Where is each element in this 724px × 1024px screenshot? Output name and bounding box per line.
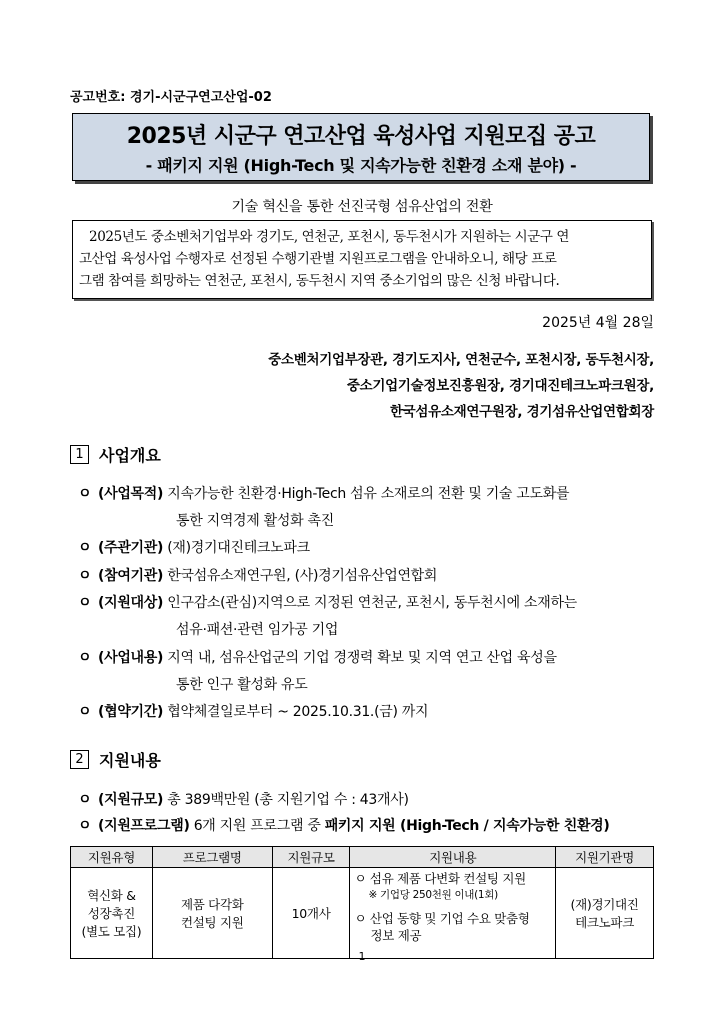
item-text-bold: 패키지 지원 (High-Tech / 지속가능한 친환경) [324, 818, 610, 834]
item-continuation: 섬유·패션·관련 임가공 기업 [176, 622, 339, 638]
item-label: (주관기관) [98, 540, 164, 556]
item-text: 협약체결일로부터 ~ 2025.10.31.(금) 까지 [167, 704, 429, 720]
cell-line: 컨설팅 지원 [180, 915, 244, 930]
cell-line: 정보 제공 [370, 928, 422, 943]
section-title: 사업개요 [99, 446, 161, 465]
organizer-line: 중소벤처기업부장관, 경기도지사, 연천군수, 포천시장, 동두천시장, [268, 352, 654, 368]
tagline: 기술 혁신을 통한 선진국형 섬유산업의 전환 [231, 199, 493, 215]
cell-note: ※ 기업당 250천원 이내(1회) [368, 889, 498, 901]
agency-cell [556, 868, 654, 959]
announcement-date: 2025년 4월 28일 [542, 315, 654, 331]
item-text: 6개 지원 프로그램 중 [193, 818, 325, 834]
item-continuation: 통한 지역경제 활성화 촉진 [176, 513, 334, 529]
item-label: (사업내용) [98, 650, 164, 666]
item-label: (사업목적) [98, 486, 164, 502]
list-item [78, 482, 658, 506]
section-heading [70, 748, 161, 771]
section-number: 1 [70, 445, 89, 464]
bullet-icon: ㅇ [78, 568, 92, 584]
item-label: (지원프로그램) [98, 818, 190, 834]
item-label: (지원대상) [98, 595, 164, 611]
list-item [78, 646, 658, 670]
section-heading [70, 443, 161, 466]
support-content-cell [350, 868, 556, 959]
item-text: (재)경기대진테크노파크 [167, 540, 310, 556]
list-item [78, 814, 658, 838]
section-number: 2 [70, 750, 89, 769]
list-item [78, 536, 658, 560]
item-text: 인구감소(관심)지역으로 지정된 연천군, 포천시, 동두천시에 소재하는 [167, 595, 577, 611]
cell-line: (재)경기대진 [570, 897, 639, 912]
item-label: (참여기관) [98, 568, 164, 584]
scale-cell: 10개사 [272, 868, 350, 959]
program-name-cell [152, 868, 272, 959]
bullet-icon: ㅇ [78, 792, 92, 808]
bullet-icon: ㅇ [78, 540, 92, 556]
intro-box [72, 220, 652, 299]
column-header: 지원유형 [71, 847, 153, 868]
bullet-icon: ㅇ [78, 650, 92, 666]
item-text: 지역 내, 섬유산업군의 기업 경쟁력 확보 및 지역 연고 산업 육성을 [167, 650, 557, 666]
cell-line: 테크노파크 [575, 915, 634, 930]
item-continuation: 통한 인구 활성화 유도 [176, 677, 308, 693]
program-table [70, 846, 654, 959]
column-header: 지원규모 [272, 847, 350, 868]
cell-line: (별도 모집) [81, 924, 142, 939]
bullet-icon: ㅇ [78, 818, 92, 834]
bullet-icon: ㅇ [78, 595, 92, 611]
support-type-cell [71, 868, 153, 959]
table-header-row [71, 847, 654, 868]
list-item [78, 564, 658, 588]
organizer-line: 한국섬유소재연구원장, 경기섬유산업연합회장 [389, 404, 654, 420]
cell-line: 혁신화 & [87, 888, 136, 903]
column-header: 프로그램명 [152, 847, 272, 868]
cell-line: 제품 다각화 [180, 897, 244, 912]
cell-line: ㅇ 산업 동향 및 기업 수요 맞춤형 [354, 911, 530, 926]
item-text: 한국섬유소재연구원, (사)경기섬유산업연합회 [167, 568, 438, 584]
item-label: (지원규모) [98, 792, 164, 808]
bullet-icon: ㅇ [78, 704, 92, 720]
item-label: (협약기간) [98, 704, 164, 720]
intro-line: 2025년도 중소벤처기업부와 경기도, 연천군, 포천시, 동두천시가 지원하는 시군구 연 [89, 229, 570, 245]
notice-number: 공고번호: 경기-시군구연고산업-02 [70, 90, 272, 105]
page-subtitle: - 패키지 지원 (High-Tech 및 지속가능한 친환경 소재 분야) - [145, 156, 577, 175]
title-box [72, 113, 650, 181]
intro-line: 고산업 육성사업 수행자로 선정된 수행기관별 지원프로그램을 안내하오니, 해당 프로 [79, 251, 557, 267]
page-number: 1 [358, 950, 366, 963]
item-text: 지속가능한 친환경·High-Tech 섬유 소재로의 전환 및 기술 고도화를 [167, 486, 570, 502]
cell-line: 성장촉진 [87, 906, 135, 921]
column-header: 지원내용 [350, 847, 556, 868]
organizer-line: 중소기업기술정보진흥원장, 경기대진테크노파크원장, [346, 378, 654, 394]
list-item [78, 700, 658, 724]
intro-line: 그램 참여를 희망하는 연천군, 포천시, 동두천시 지역 중소기업의 많은 신청 바랍니다. [79, 273, 560, 289]
section-title: 지원내용 [99, 751, 161, 770]
page-title: 2025년 시군구 연고산업 육성사업 지원모집 공고 [126, 124, 596, 149]
cell-line: ㅇ 섬유 제품 다변화 컨설팅 지원 [354, 871, 526, 886]
bullet-icon: ㅇ [78, 486, 92, 502]
list-item [78, 591, 658, 615]
table-row [71, 868, 654, 959]
item-text: 총 389백만원 (총 지원기업 수 : 43개사) [167, 792, 409, 808]
column-header: 지원기관명 [556, 847, 654, 868]
list-item [78, 788, 658, 812]
